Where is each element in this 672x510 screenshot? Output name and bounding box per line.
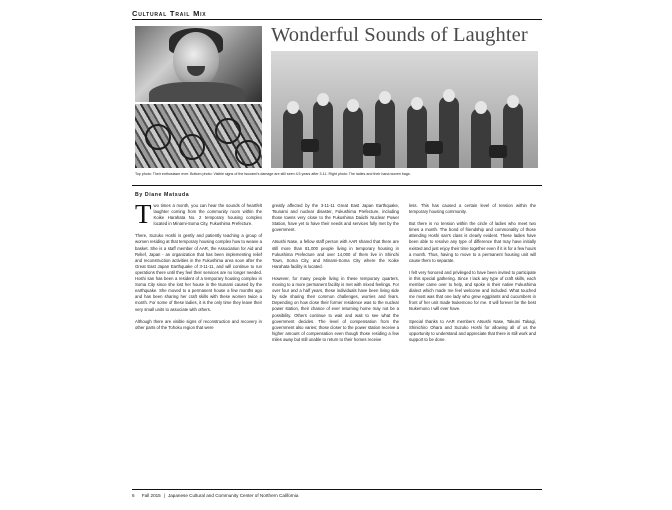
paragraph: greatly affected by the 3-11-11 Great East Japan Earthquake, Tsunami and nuclear disaster, Fukushima Prefecture, including those towns very close to the Fukushima Daiichi Nuclear Power Station, have yet to have their needs and services fully met by the government. [272, 203, 399, 233]
paragraph: Atsushi Nase, a fellow staff person with AAR shared that there are still more than 81,000 people living in temporary housing in Fukushima Prefecture and over 14,000 of them live in Shinchi Town, Soma City, and Minami-Soma City where the Koike Harahata facility is located. [272, 239, 399, 269]
paragraph: But there is no tension within the circle of ladies who meet two times a month. The bond of friendship and commonality of those attending Hoshi san's class is clearly evident. These ladies have been able to resolve any type of difference that may have initially existed and just enjoy their time together even if it is for a few hours a month. Thus, having to move to a permanent housing unit will cause them to separate. [409, 221, 536, 263]
paragraph: However, for many people living in these temporary quarters, moving to a more permanent facility is met with mixed feelings. For over four and a half years, these individuals have been living side by side sharing their common challenges, worries and fears. Depending on how close their former residence was to the nuclear power station, their chance of ever returning home may not be a possibility. Others continue to wait and wait to see what the government decides. The level of compensation from the government also varies; those closer to the power station receive a higher amount of compensation even though those residing a few miles away but still unable to return to their homes receive [272, 275, 399, 342]
text-column-1 [135, 199, 262, 337]
paragraph: I felt very honored and privileged to have been invited to participate in this special gathering. Since I lack any type of craft skills, each member came over to help, and spoke in their native Fukushima dialect which made me feel welcome and included. What touched me most was that one lady who grew eggplants and cucumbers in front of her unit made tsukemono for me. It will forever be the best tsukemono I will ever have. [409, 269, 536, 312]
page-footer: 6 Fall 2015 | Japanese Cultural and Community Center of Northern California [132, 493, 299, 498]
caption-rule [132, 185, 542, 186]
paragraph: Special thanks to AAR members Atsushi Nase, Takumi Takagi, Shinichiro Ohara and Suzuko Hoshi for allowing all of us the opportunity to understand and appreciate that there is still work and support to be done. [409, 318, 536, 342]
article-headline: Wonderful Sounds of Laughter [271, 24, 528, 46]
paragraph: Two times a month, you can hear the sounds of heartfelt laughter coming from the community room within the Koike Harahata No. 2 temporary housing complex located in Minami-Soma City, Fukushima Prefecture. [135, 199, 262, 229]
page-number: 6 [132, 493, 135, 498]
photo-tsunami-damage [135, 104, 262, 168]
paragraph: There, Suzuko Hoshi is gently and patiently teaching a group of women residing at that temporary housing complex how to weave a basket. She is a staff member of AAR, the Association for Aid and Relief, Japan - an organization that has been implementing relief and reconstruction activities in the Fukushima area soon after the Great East Japan Earthquake of 3-11-11, and will continue to run operations there until they feel their services are no longer needed. Hoshi san has been a resident of a temporary housing complex in Soma City since she lost her house in the tsunami caused by the earthquake. She moved to a permanent house a few months ago and has been sharing her craft skills with these women twice a month. For some of these ladies, it is the only time they leave their very small units to associate with others. [135, 233, 262, 312]
byline: By Diane Matsuda [135, 192, 190, 198]
text-column-2 [272, 203, 399, 349]
photo-caption: Top photo: Their enthusiasm ever. Bottom photo: Visible signs of the tsunami's damage are still seen 4.5 years after 3-11. Right photo: The ladies and their hand-woven bags. [135, 172, 411, 176]
text-column-3 [409, 203, 536, 349]
photo-ladies-with-bags [271, 51, 538, 168]
photo-laughing-woman [135, 26, 262, 102]
paragraph: less. This has caused a certain level of tension within the temporary housing community. [409, 203, 536, 215]
section-label: Cultural Trail Mix [132, 9, 207, 18]
drop-cap: T [135, 199, 152, 229]
footer-rule [132, 489, 542, 490]
paragraph: Although there are visible signs of reconstruction and recovery in other parts of the Tohoku region that were [135, 318, 262, 330]
publisher-name: Japanese Cultural and Community Center of Northern California [167, 493, 299, 498]
issue-date: Fall 2015 [141, 493, 161, 498]
magazine-page [122, 0, 550, 510]
header-rule [132, 19, 542, 20]
